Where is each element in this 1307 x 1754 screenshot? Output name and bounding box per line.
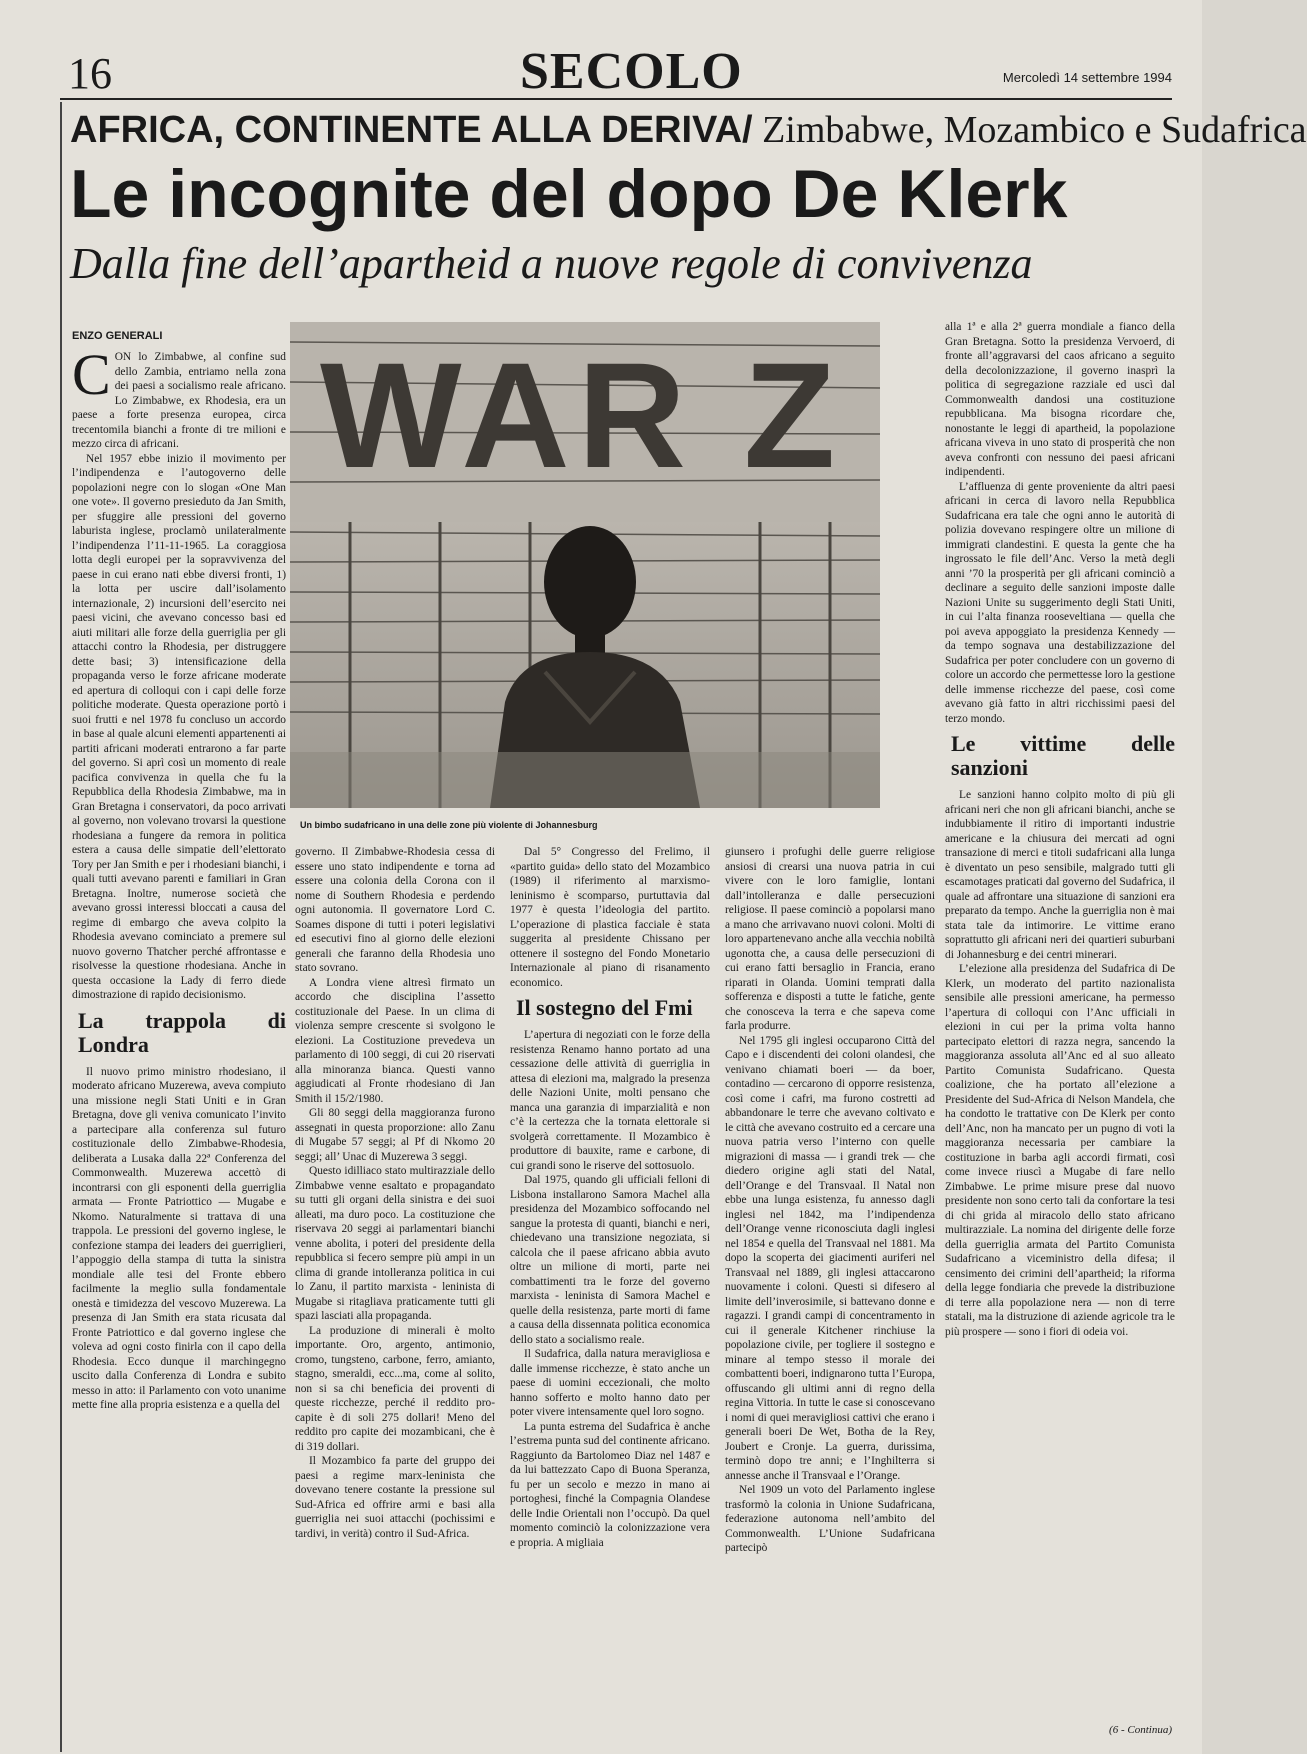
- page-number: 16: [68, 49, 112, 98]
- column-3: [510, 845, 710, 1740]
- kicker-rest: Zimbabwe, Mozambico e Sudafrica: [752, 109, 1307, 151]
- paragraph: La punta estrema del Sudafrica è anche l’estrema punta sud del continente africano. Raggiunto da Bartolomeo Diaz nel 1487 e da lui battezzato Capo di Buona Speranza, fu per un secolo e mezzo in mano ai portoghesi, finché la Compagnia Olandese delle Indie Orientali non l’occupò. Da quel momento cominciò la colonizzazione vera e propria. A migliaia: [510, 1420, 710, 1549]
- paragraph: governo. Il Zimbabwe-Rhodesia cessa di essere uno stato indipendente e torna ad essere una colonia della Corona con il nome di Southern Rhodesia e perdendo ogni autonomia. Il governatore Lord C. Soames dispone di tutti i poteri legislativi ed esecutivi fino al giorno delle elezioni generali che faranno della Rhodesia uno stato sovrano.: [295, 846, 495, 974]
- paragraph: Gli 80 seggi della maggioranza furono assegnati in questa proporzione: allo Zanu di Mugabe 57 seggi; al Pf di Nkomo 20 seggi; all’ Unac di Muzerewa 3 seggi.: [295, 1107, 495, 1163]
- article-photo: [290, 322, 880, 808]
- issue-date: Mercoledì 14 settembre 1994: [1002, 70, 1172, 85]
- crosshead-fmi: Il sostegno del Fmi: [516, 995, 693, 1020]
- paragraph: Nel 1957 ebbe inizio il movimento per l’indipendenza e l’autogoverno delle popolazioni negre con lo slogan «One Man one vote». Il governo presieduto da Jan Smith, per sfuggire alle pressioni del governo laburista inglese, proclamò unilateralmente l’indipendenza l’11-11-1965. La coraggiosa lotta degli europei per la sopravvivenza del paese in cui erano nati ebbe diversi fronti, 1) la lotta per uscire dall’isolamento internazionale, 2) incursioni dell’esercito nei paesi vicini, che avevano concesso basi ed aiuti militari alle forze della guerriglia per gli attacchi contro la Rhodesia, per distruggere dette basi; 3) intensificazione della propaganda verso le forze africane moderate ed apertura di colloqui con i capi delle forze politiche moderate. Questa operazione portò i suoi frutti e nel 1978 fu concluso un accordo in base al quale alcuni elementi appartenenti ai partiti africani moderati entrarono a far parte del governo. Si aprì così un momento di reale pacifica convivenza in quella che fu la Repubblica della Rhodesia Zimbabwe, ma in Gran Bretagna i conservatori, da poco arrivati al governo, non volevano trovarsi la questione rhodesiana a fungere da remora in politica estera a causa delle simpatie dell’elettorato Tory per Jan Smith e per i rhodesiani bianchi, i quali tutti avevano parenti e familiari in Gran Bretagna. Inoltre, numerose società che avevano grossi interessi bloccati a causa del regime di embargo che aveva colpito la Rhodesia avevano cominciato a premere sul nuovo governo Thatcher perché affrontasse e risolvesse la questione rhodesiana. Anche in questa occasione la Lady di ferro diede dimostrazione di rapido decisionismo.: [72, 452, 286, 1001]
- paragraph: Dal 5° Congresso del Frelimo, il «partito guida» dello stato del Mozambico (1989) il riferimento al marxismo-leninismo è scomparso, purtuttavia dal 1977 è questa l’ideologia del partito. L’operazione di plastica facciale è stata suggerita al presidente Chissano per ottenere il sostegno del Fondo Monetario Internazionale al piano di risanamento economico.: [510, 846, 710, 989]
- paragraph: Il nuovo primo ministro rhodesiano, il moderato africano Muzerewa, aveva compiuto una missione negli Stati Uniti e in Gran Bretagna, dove gli veniva comunicato l’invito a partecipare alla conferenza sul futuro costituzionale dello Zimbabwe-Rhodesia, deliberata a Lusaka dalla 22ª Conferenza del Commonwealth. Muzerewa accettò di incontrarsi con gli esponenti della guerriglia armata — Fronte Patriottico — Mugabe e Nkomo. Naturalmente si trattava di una trappola. Le pressioni del governo inglese, le confezione stampa dei leaders dei guerriglieri, l’appoggio della stampa di tutta la sinistra mondiale alle tesi del Fronte ebbero facilmente la meglio sulla fondamentale onestà e timidezza del vescovo Muzerewa. La presenza di Jan Smith era stata ricusata dal Fronte Patriottico e dal governo inglese che voleva ad ogni costo finirla con il capo della Rhodesia. Ecco dunque il marchingegno uscito dalla Conferenza di Londra e subito messo in atto: il Parlamento con voto unanime mette fine alla propria esistenza e a quella del: [72, 1065, 286, 1412]
- byline: ENZO GENERALI: [72, 330, 163, 342]
- paragraph: La produzione di minerali è molto importante. Oro, argento, antimonio, cromo, tungsteno, carbone, ferro, amianto, stagno, smeraldi, ecc...ma, come al solito, non si sa chi beneficia dei proventi di queste ricchezze, perché il reddito pro-capite è di soli 275 dollari! Meno del reddito pro capite dei mozambicani, che è di 319 dollari.: [295, 1324, 495, 1453]
- paragraph: L’elezione alla presidenza del Sudafrica di De Klerk, un moderato del partito nazionalista sensibile alle pressioni americane, ha permesso l’apertura di colloqui con l’Anc ufficiali in elezioni in cui per la prima volta hanno partecipato elettori di razza negra, sancendo la maggioranza assoluta all’Anc ed al suo alleato Partito Comunista Sudafricano. Questa coalizione, che ha portato all’elezione a Presidente del Sud-Africa di Nelson Mandela, che ha condotto le trattative con De Klerk per conto dell’Anc, non ha mancato per un pugno di voti la maggioranza necessaria per cambiare la costituzione in barba agli accordi firmati, così come invece riuscì a Mugabe di fare nello Zimbabwe. Le prime misure prese dal nuovo presidente non sono certo tali da confortare la tesi di chi grida al miracolo dello stato africano multirazziale. La nomina del dirigente delle forze della guerriglia armata del Partito Comunista Sudafricano a viceministro della difesa; il censimento dei crimini dell’apartheid; la riforma della legge fondiaria che prevede la distribuzione di terre alla popolazione nera — non di terre statali, ma la distruzione di aziende agricole tra le più prospere — sono i fiori di odeia voi.: [945, 963, 1175, 1338]
- paragraph: Il Mozambico fa parte del gruppo dei paesi a regime marx-leninista che dovevano tenere costante la pressione sul Sud-Africa ed offrire armi e basi alla guerriglia nei suoi attacchi (pochissimi e tardivi, in verità) contro il Sud-Africa.: [295, 1455, 495, 1540]
- column-2: [295, 845, 495, 1740]
- paragraph: alla 1ª e alla 2ª guerra mondiale a fianco della Gran Bretagna. Sotto la presidenza Vervoerd, di fronte all’aggravarsi del caos africano a seguito della decolonizzazione, il governo inasprì la politica di segregazione razziale ed uscì dal Commonwealth dandosi una costituzione repubblicana. Ma bisogna ricordare che, nonostante le leggi di apartheid, la popolazione africana viveva in uno stato di prosperità che non aveva confronti con nessuno dei paesi africani indipendenti.: [945, 321, 1175, 478]
- drop-cap: C: [72, 342, 111, 407]
- paragraph: L’apertura di negoziati con le forze della resistenza Renamo hanno portato ad una cessazione delle attività di guerriglia in attesa di elezioni ma, malgrado la presenza delle Nazioni Unite, molti pensano che manca una garanzia di imparzialità e non c’è la certezza che la tornata elettorale si svolgerà correttamente. Il Mozambico è produttore di bauxite, rame e carbone, di cui grandi sono le riserve del sottosuolo.: [510, 1029, 710, 1172]
- paragraph: Nel 1909 un voto del Parlamento inglese trasformò la colonia in Unione Sudafricana, federazione autonoma nell’ambito del Commonwealth. L’Unione Sudafricana partecipò: [725, 1484, 935, 1554]
- crosshead-trappola: La trappola di Londra: [78, 1007, 286, 1057]
- header-rule: [60, 98, 1172, 100]
- paragraph: Nel 1795 gli inglesi occuparono Città del Capo e i discendenti dei coloni olandesi, che venivano chiamati boeri — da boer, contadino — cercarono di opporre resistenza, così come i cafri, ma furono costretti ad abbandonare le terre che avevano coltivato e le città che avevano costruito ed a cercare una nuova patria verso l’interno con quelle migrazioni di massa — i grandi trek — che diedero origine agli stati del Natal, dell’Orange e del Transvaal. Il Natal non ebbe una lunga esistenza, fu annesso dagli inglesi nel 1842, ma l’indipendenza dell’Orange venne riconosciuta dagli inglesi nel 1854 e quella del Transvaal nel 1881. Ma dopo la scoperta dei giacimenti auriferi nel Transvaal nel 1889, gli inglesi attaccarono nuovamente i coloni. Questi si difesero al limite dell’inverosimile, si battevano donne e ragazzi. I grandi campi di concentramento in cui il generale Kitchener rinchiuse la popolazione civile, per togliere il sostegno e minare al tempo stesso il morale dei combattenti boeri, indignarono tutta l’Europa, offuscando gli ultimi anni di regno della regina Vittoria. In tutte le case si conoscevano i nomi di quei meravigliosi cattivi che erano i generali boeri De Wet, Botha de la Rey, Joubert e Cronje. La guerra, durissima, terminò dopo tre anni; e l’Inghilterra si annesse anche il Transvaal e l’Orange.: [725, 1034, 935, 1482]
- paragraph: A Londra viene altresì firmato un accordo che disciplina l’assetto costituzionale del Paese. In un clima di violenza sempre crescente si svolgono le elezioni. La Costituzione prevedeva un parlamento di 100 seggi, di cui 20 riservati alla minoranza bianca. Questi vanno aggiudicati al Fronte rhodesiano di Jan Smith il 15/2/1980.: [295, 976, 495, 1105]
- lead-paragraph: [72, 342, 286, 452]
- column-1: [72, 342, 286, 1740]
- kicker-bold: AFRICA, CONTINENTE ALLA DERIVA/: [70, 109, 753, 151]
- paragraph: L’affluenza di gente proveniente da altri paesi africani in cerca di lavoro nella Repubblica Sudafricana era tale che ogni anno le autorità di polizia dovevano respingere oltre un milione di immigrati clandestini. E questa la gente che ha ingrossato le file dell’Anc. Verso la metà degli anni ’70 la prosperità per gli africani cominciò a declinare a seguito delle sanzioni imposte dalle Nazioni Unite su suggerimento degli Stati Uniti, in cui l’alta finanza rooseveltiana — quella che poi aveva appoggiato la presidenza Kennedy — da tempo sognava una destabilizzazione del Sudafrica per poter concludere con un governo di colore un accordo che permettesse loro la gestione delle immense ricchezze del paese, così come avevano già fatto in altri ricchissimi paesi del terzo mondo.: [945, 480, 1175, 725]
- photo-graffiti: WAR Z: [320, 331, 844, 499]
- paragraph: giunsero i profughi delle guerre religiose ansiosi di crearsi una nuova patria in cui vivere con le loro famiglie, lontani dall’intolleranza e dalle persecuzioni religiose. Il paese cominciò a popolarsi mano a mano che arrivavano nuovi coloni. Molti di loro appartenevano anche alla vecchia nobiltà ugonotta che, a causa delle persecuzioni di cui erano fatti bersaglio in Francia, erano riparati in Olanda. Uomini temprati dalla sofferenza e disposti a tutte le fatiche, gente che conosceva la terra e che sapeva come farla produrre.: [725, 846, 935, 1032]
- kicker: [70, 109, 1307, 152]
- photo-caption: Un bimbo sudafricano in una delle zone più violente di Johannesburg: [300, 820, 598, 830]
- paragraph: Dal 1975, quando gli ufficiali felloni di Lisbona installarono Samora Machel alla presidenza del Mozambico soffocando nel sangue la protesta di quanti, bianchi e neri, chiedevano una transizione negoziata, si calcola che il paese africano abbia avuto oltre un milione di morti, parte nei combattimenti tra le forze del governo marxista - leninista di Samora Machel e quelle della resistenza, parte morti di fame a causa della dissennata politica economica dello stato a socialismo reale.: [510, 1174, 710, 1346]
- subheadline: Dalla fine dell’apartheid a nuove regole di convivenza: [70, 239, 1033, 288]
- column-5: [945, 320, 1175, 1740]
- headline: Le incognite del dopo De Klerk: [70, 156, 1068, 232]
- paragraph: Il Sudafrica, dalla natura meravigliosa e dalle immense ricchezze, è stato anche un paese di uomini eccezionali, che molto hanno sofferto e molto hanno dato per poter vivere intensamente quel loro sogno.: [510, 1348, 710, 1419]
- masthead: SECOLO: [520, 43, 743, 100]
- column-4: [725, 845, 935, 1740]
- paragraph: Le sanzioni hanno colpito molto di più gli africani neri che non gli africani bianchi, anche se indubbiamente il ritiro di importanti industrie americane e la chiusura dei mercati ad ogni transazione di merci e titoli sudafricani alla lunga è diventato un peso sensibile, malgrado tutti gli escamotages praticati dal governo del Sudafrica, il quale ad affrontare una situazione di sanzioni era preparato da tempo. Anche la guerriglia non è mai stata tale da intimorire. Le vittime erano soprattutto gli africani neri dei quartieri suburbani di Johannesburg e dei centri minerari.: [945, 789, 1175, 961]
- lead-text: ON lo Zimbabwe, al confine sud dello Zambia, entriamo nella zona dei paesi a socialismo reale africano. Lo Zimbabwe, ex Rhodesia, era un paese a forte presenza europea, circa trecentomila bianchi a fronte di tre milioni e mezzo circa di africani.: [72, 351, 286, 450]
- paragraph: Questo idilliaco stato multirazziale dello Zimbabwe venne esaltato e propagandato su tutti gli organi della sinistra e dei suoi alleati, ma duro poco. La costituzione che riservava 20 seggi ai parlamentari bianchi venne abolita, i poteri del presidente della repubblica si fecero sempre più ampi in un clima di grande intolleranza politica in cui lo Zanu, il partito marxista - leninista di Mugabe si ritagliava praticamente tutti gli spazi lasciati alla propaganda.: [295, 1165, 495, 1322]
- continued-note: (6 - Continua): [1109, 1724, 1172, 1736]
- crosshead-sanzioni: Le vittime delle sanzioni: [951, 731, 1175, 781]
